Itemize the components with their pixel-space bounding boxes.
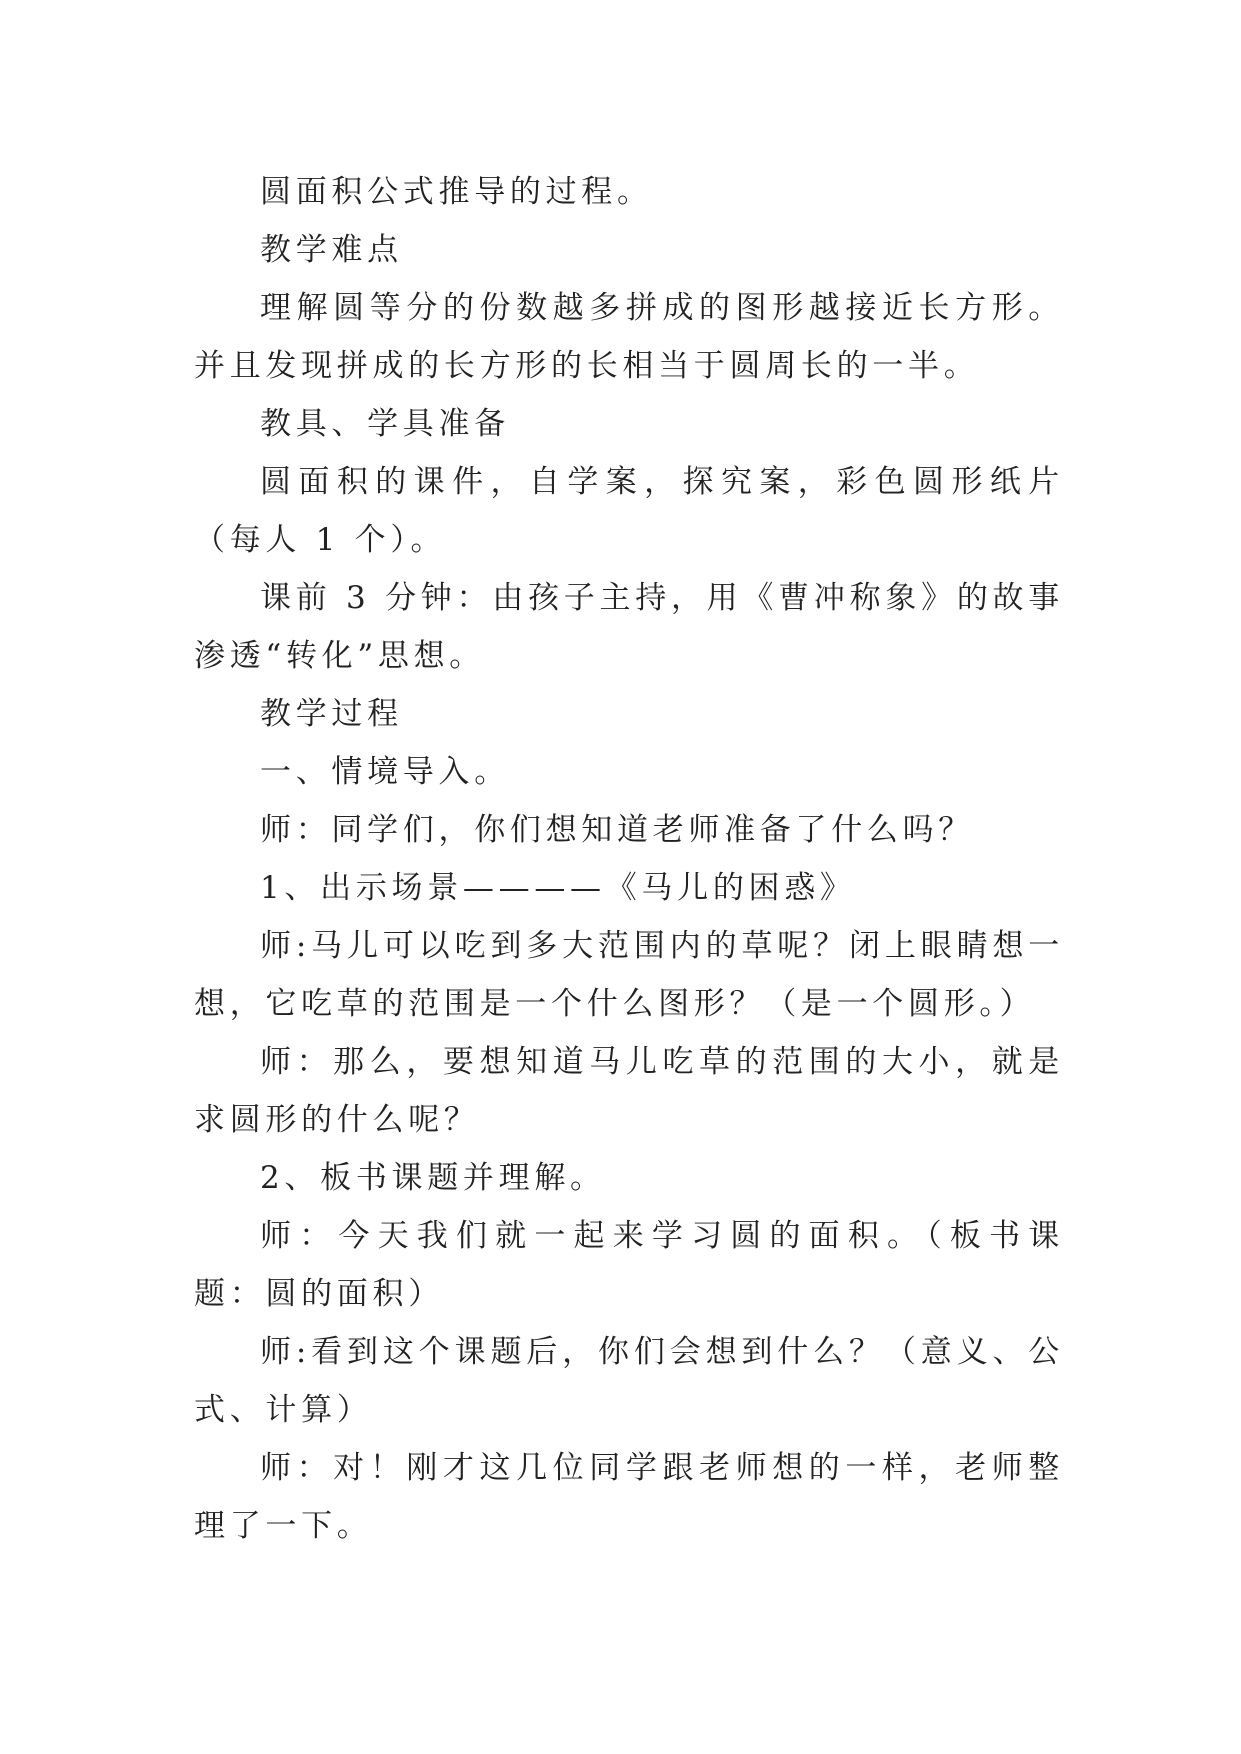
paragraph-difficulty-detail: 理解圆等分的份数越多拼成的图形越接近长方形。并且发现拼成的长方形的长相当于圆周长的一半。 [194,290,1064,384]
paragraph-horse-question: 师:马儿可以吃到多大范围内的草呢？闭上眼睛想一想，它吃草的范围是一个什么图形？（是一个圆形。） [194,928,1064,1022]
step-show-scene: 1、出示场景————《马儿的困惑》 [260,870,856,906]
step-board-title: 2、板书课题并理解。 [260,1160,606,1196]
paragraph-teacher-summary: 师：对！刚才这几位同学跟老师想的一样，老师整理了一下。 [194,1450,1064,1544]
paragraph-area-question: 师：那么，要想知道马儿吃草的范围的大小，就是求圆形的什么呢？ [194,1044,1064,1138]
heading-teaching-difficulty: 教学难点 [260,232,403,268]
document-body [194,163,1064,1555]
heading-teaching-process: 教学过程 [260,696,403,732]
paragraph-teaching-aids: 圆面积的课件，自学案，探究案，彩色圆形纸片（每人 1 个）。 [194,464,1064,558]
paragraph-lesson-title: 师：今天我们就一起来学习圆的面积。（板书课题：圆的面积） [194,1218,1064,1312]
paragraph-teacher-question: 师：同学们，你们想知道老师准备了什么吗？ [260,812,974,848]
heading-teaching-aids: 教具、学具准备 [260,406,510,442]
paragraph-pre-class: 课前 3 分钟：由孩子主持，用《曹冲称象》的故事渗透“转化”思想。 [194,580,1064,674]
paragraph-formula-derivation: 圆面积公式推导的过程。 [260,174,653,210]
paragraph-topic-thoughts: 师:看到这个课题后，你们会想到什么？（意义、公式、计算） [194,1334,1064,1428]
section-situation-intro: 一、情境导入。 [260,754,510,790]
